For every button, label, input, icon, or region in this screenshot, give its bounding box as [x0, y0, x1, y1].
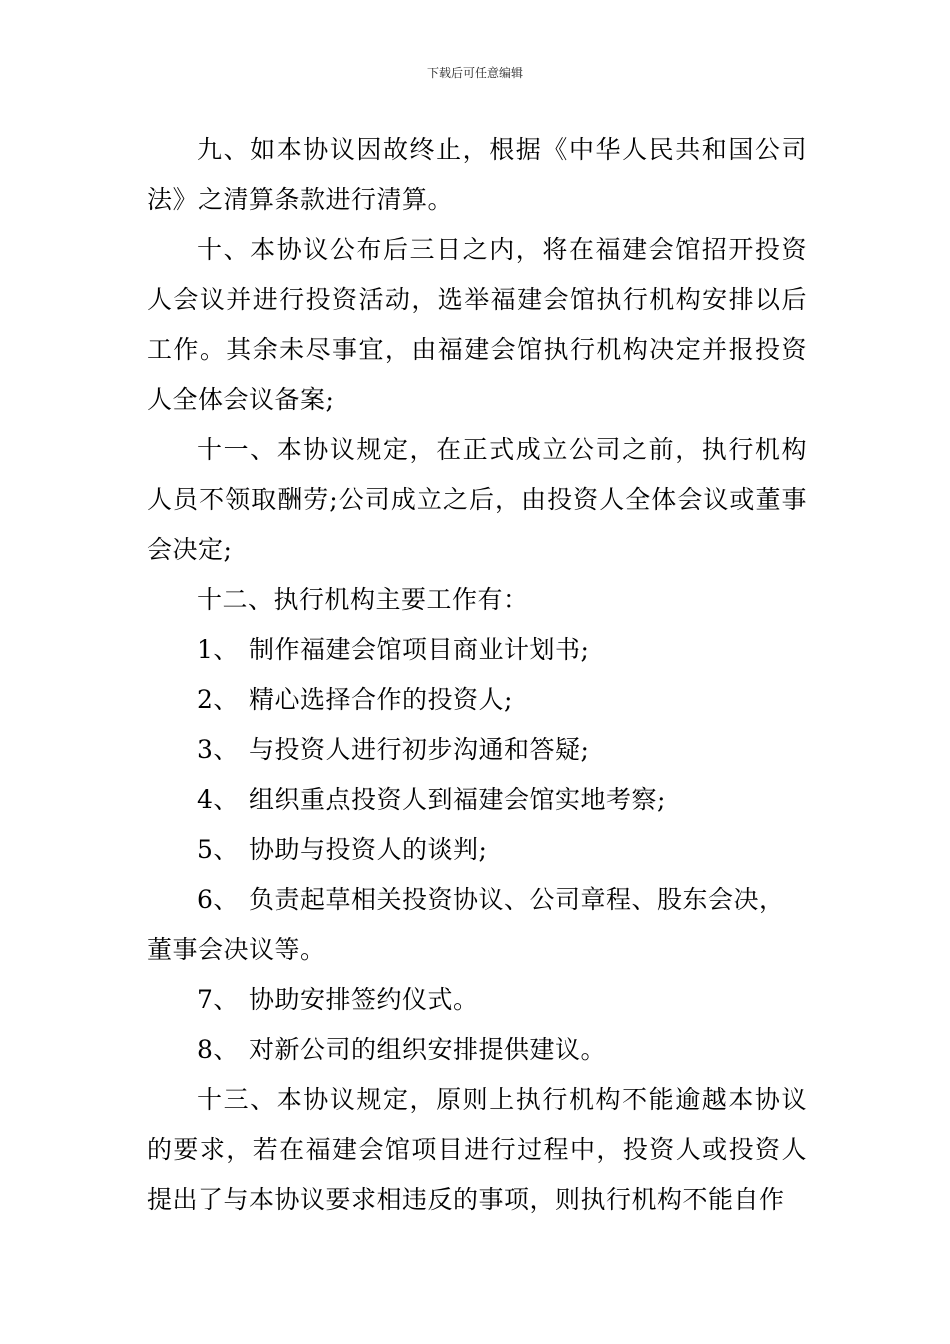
document-body	[147, 125, 807, 1225]
list-item-number: 8、	[197, 1035, 239, 1064]
list-item-text: 协助与投资人的谈判;	[249, 835, 488, 864]
list-item	[147, 975, 807, 1025]
list-item	[147, 875, 807, 975]
list-item	[147, 625, 807, 675]
list-item-text: 负责起草相关投资协议、公司章程、股东会决，董事会决议等。	[147, 885, 785, 964]
clause-12: 十二、执行机构主要工作有：	[197, 585, 529, 614]
list-item-number: 7、	[197, 985, 239, 1014]
list-item-text: 制作福建会馆项目商业计划书;	[249, 635, 590, 664]
list-item	[147, 725, 807, 775]
list-item-number: 6、	[197, 885, 239, 914]
list-item	[147, 675, 807, 725]
list-item	[147, 1025, 807, 1075]
list-item-text: 协助安排签约仪式。	[249, 985, 479, 1014]
list-item-number: 3、	[197, 735, 239, 764]
list-item-text: 对新公司的组织安排提供建议。	[249, 1035, 607, 1064]
list-item-text: 精心选择合作的投资人;	[249, 685, 513, 714]
list-item-number: 1、	[197, 635, 239, 664]
list-item-number: 2、	[197, 685, 239, 714]
list-item	[147, 775, 807, 825]
clause-13: 十三、本协议规定，原则上执行机构不能逾越本协议的要求，若在福建会馆项目进行过程中，投资人或投资人提出了与本协议要求相违反的事项，则执行机构不能自作	[147, 1085, 807, 1214]
page-header: 下载后可任意编辑	[426, 66, 523, 80]
list-item	[147, 825, 807, 875]
list-item-text: 组织重点投资人到福建会馆实地考察;	[249, 785, 666, 814]
clause-11: 十一、本协议规定，在正式成立公司之前，执行机构人员不领取酬劳;公司成立之后，由投资人全体会议或董事会决定;	[147, 435, 807, 564]
clause-9: 九、如本协议因故终止，根据《中华人民共和国公司法》之清算条款进行清算。	[147, 135, 807, 214]
list-item-number: 5、	[197, 835, 239, 864]
list-item-text: 与投资人进行初步沟通和答疑;	[249, 735, 590, 764]
clause-10: 十、本协议公布后三日之内，将在福建会馆招开投资人会议并进行投资活动，选举福建会馆执行机构安排以后工作。其余未尽事宜，由福建会馆执行机构决定并报投资人全体会议备案;	[147, 235, 807, 414]
list-item-number: 4、	[197, 785, 239, 814]
